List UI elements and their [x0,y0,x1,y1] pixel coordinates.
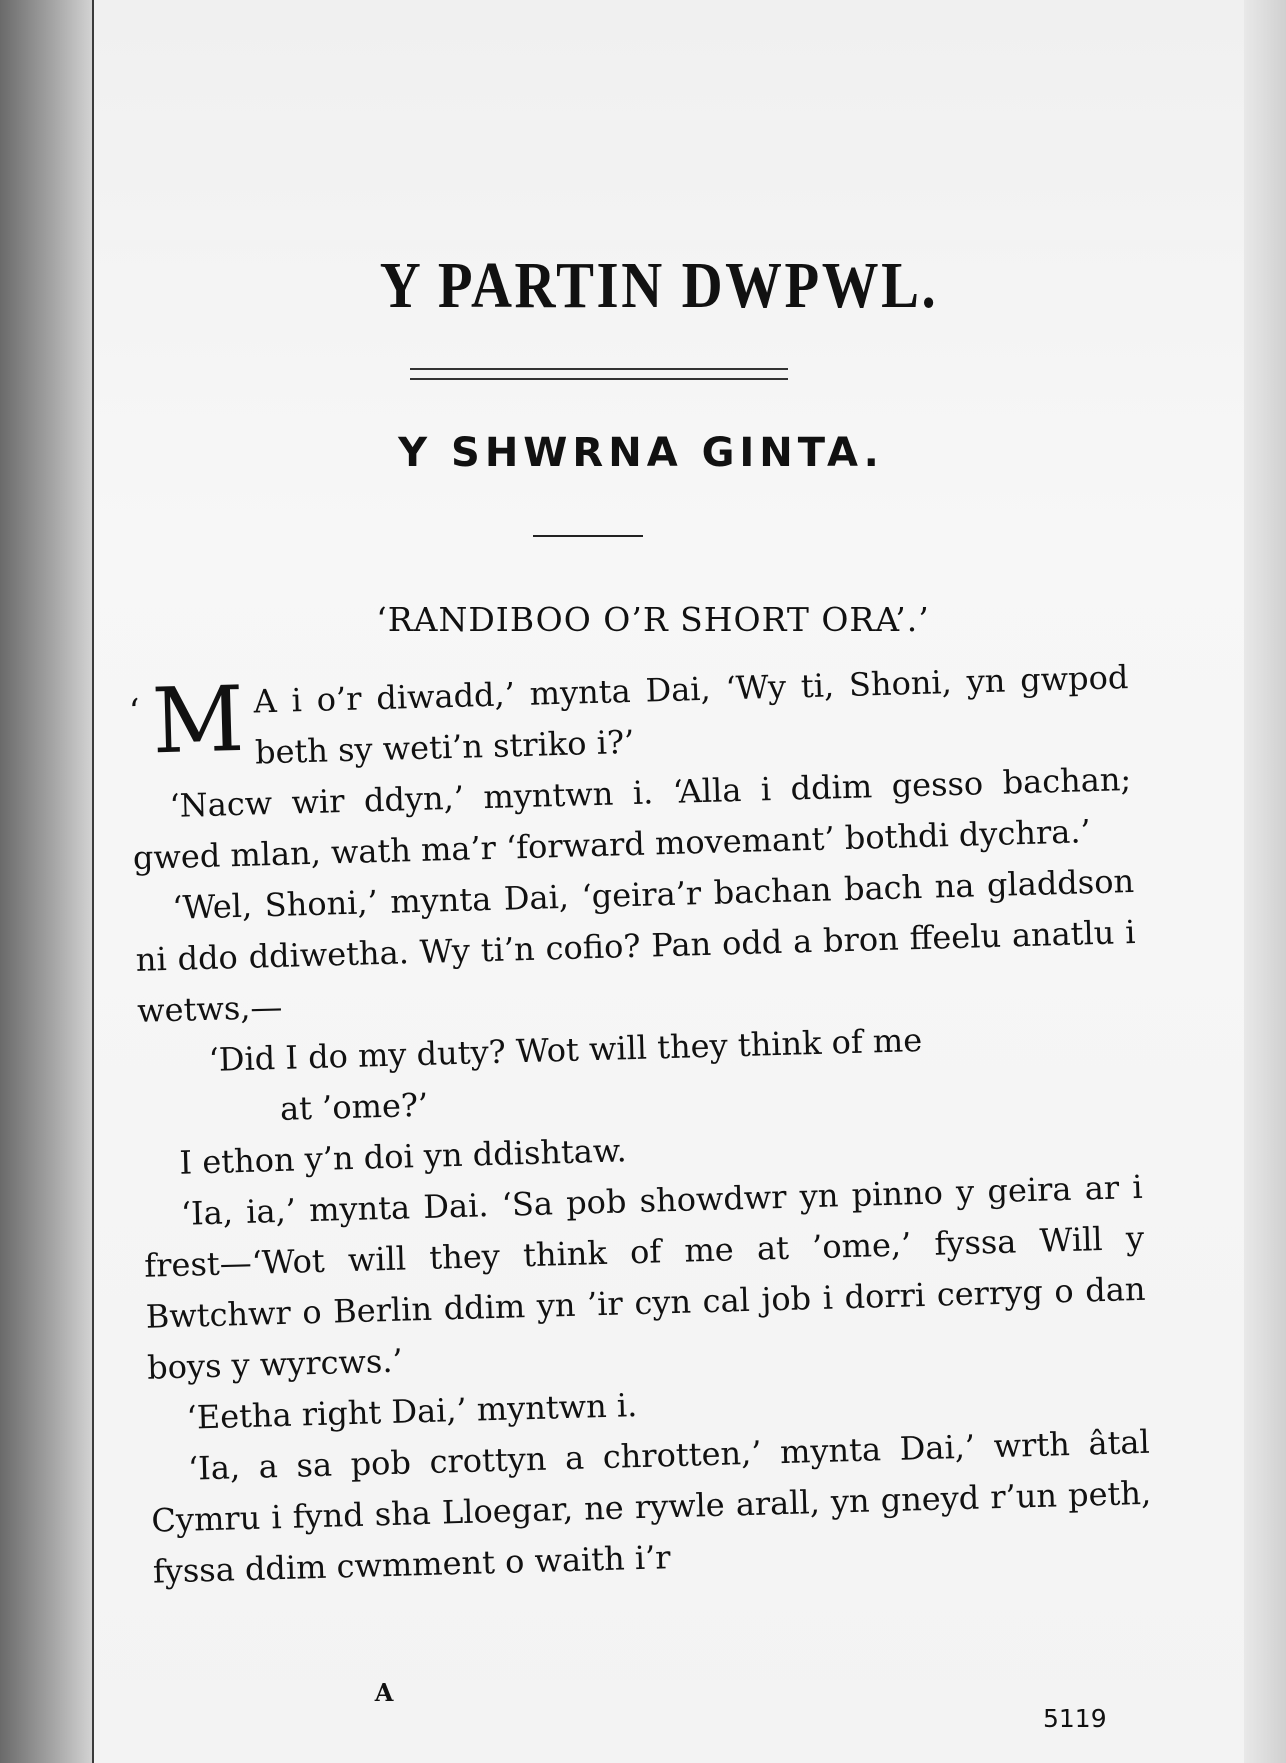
section-title: ‘RANDIBOO O’R SHORT ORA’.’ [376,600,930,639]
paragraph-3: ‘Wel, Shoni,’ mynta Dai, ‘geira’r bachan bach na gladdson ni ddo ddiwetha. Wy ti’n cofio? Pan odd a bron ffeelu anatlu i wetws,— [135,861,1136,1030]
paragraph-8: ‘Ia, a sa pob crottyn a chrotten,’ mynta Dai,’ wrth âtal Cymru i fynd sha Lloegar, ne rywle arall, yn gneyd r’un peth, fyssa ddim cwmment o waith i’r [150,1422,1152,1591]
paragraph-5: I ethon y’n doi yn ddishtaw. [178,1131,628,1182]
page-title: Y PARTIN DWPWL. [379,249,939,322]
page-number: 5119 [1043,1704,1107,1733]
opening-quote-mark: ‘ [128,691,141,732]
quoted-line-continued: at ’ome?’ [279,1085,429,1128]
chapter-subtitle: Y SHWRNA GINTA. [398,430,884,476]
paragraph-7: ‘Eetha right Dai,’ myntwn i. [186,1386,638,1437]
book-page [92,0,1244,1763]
short-rule-divider [533,535,643,537]
book-spine-shadow [0,0,100,1763]
paragraph-2: ‘Nacw wir ddyn,’ myntwn i. ‘Alla i ddim gesso bachan; gwed mlan, wath ma’r ‘forward movemant’ bothdi dychra.’ [132,760,1132,877]
drop-cap-letter: M [150,666,246,775]
paragraph-1-text: A i o’r diwadd,’ mynta Dai, ‘Wy ti, Shoni, yn gwpod beth sy weti’n striko i?’ [253,658,1129,772]
paragraph-6: ‘Ia, ia,’ mynta Dai. ‘Sa pob showdwr yn pinno y geira ar i frest—‘Wot will they think of me at ’ome,’ fyssa Will y Bwtchwr o Berlin ddim yn ’ir cyn cal job i dorri cerryg o dan boys y wyrcws.’ [143,1167,1146,1387]
signature-mark: A [374,1678,394,1707]
quoted-line: ‘Did I do my duty? Wot will they think of me [208,1020,923,1079]
double-rule-divider [410,368,788,380]
body-text [128,652,1153,1598]
